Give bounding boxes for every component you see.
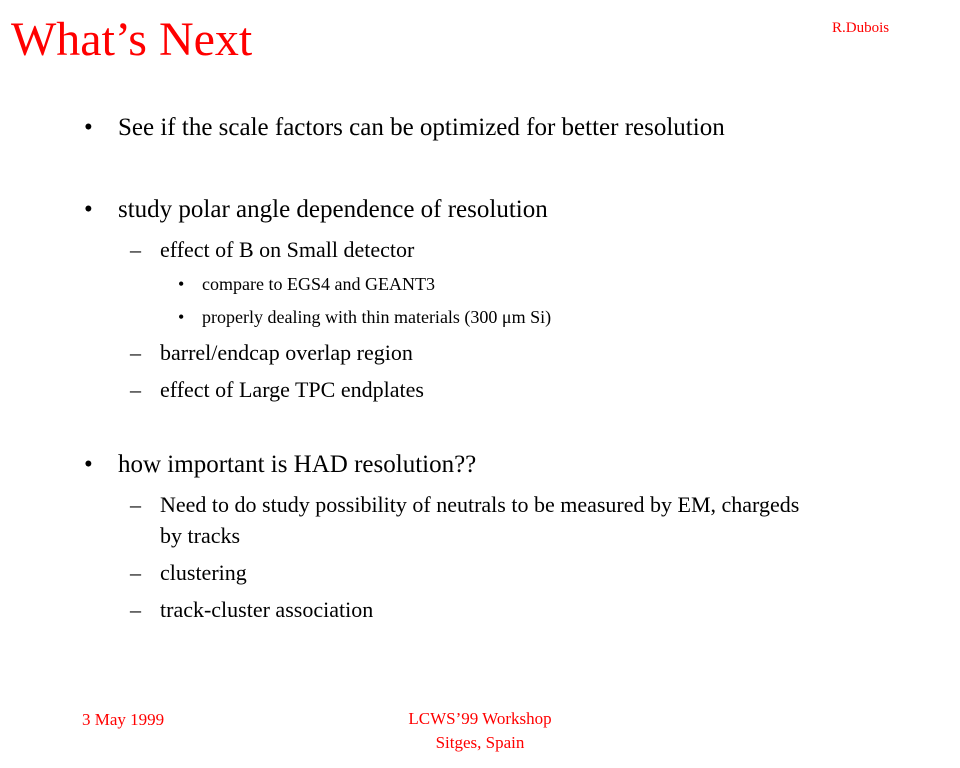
dash-marker: – [130,340,141,365]
sub-sub-bullet-item: properly dealing with thin materials (300 μm Si) [202,307,552,327]
sub-bullet-item: effect of Large TPC endplates [160,377,424,402]
dash-marker: – [130,237,141,262]
sub-sub-bullet-item: compare to EGS4 and GEANT3 [202,274,435,294]
dash-marker: – [130,597,141,622]
dash-marker: – [130,560,141,585]
dash-marker: – [130,377,141,402]
bullet-marker: • [84,451,93,478]
sub-sub-bullet-marker: • [178,274,185,294]
bullet-item: how important is HAD resolution?? [118,451,477,478]
bullet-item: See if the scale factors can be optimized for better resolution [118,114,725,141]
sub-bullet-item: track-cluster association [160,597,374,622]
sub-sub-bullet-marker: • [178,307,185,327]
sub-bullet-item-line1: Need to do study possibility of neutrals to be measured by EM, chargeds [160,492,800,517]
footer-date: 3 May 1999 [82,710,165,729]
bullet-marker: • [84,114,93,141]
footer-event-line2: Sitges, Spain [435,733,525,752]
bullet-item: study polar angle dependence of resolution [118,196,548,223]
dash-marker: – [130,492,141,517]
sub-bullet-item: barrel/endcap overlap region [160,340,413,365]
author-label: R.Dubois [832,20,890,36]
sub-bullet-item: effect of B on Small detector [160,237,415,262]
footer-event-line1: LCWS’99 Workshop [408,709,552,728]
sub-bullet-item-line2: by tracks [160,523,241,548]
sub-bullet-item: clustering [160,560,247,585]
bullet-marker: • [84,196,93,223]
slide-title: What’s Next [11,13,253,66]
